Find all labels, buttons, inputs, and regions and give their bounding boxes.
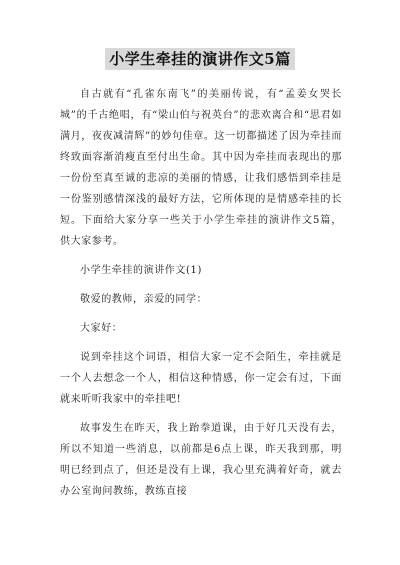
paragraph-greeting: 大家好： [80,323,123,334]
paragraph-intro: 自古就有“孔雀东南飞”的美丽传说，有“孟姜女哭长城”的千古绝唱，有“梁山伯与祝英台”的悲欢离合和“思君如满月，夜夜减清辉”的妙句佳章。这一切都描述了因为牵挂而终致面容渐消瘦直至付出生命。其中因为牵挂而表现出的那一份份至真至诚的悲凉的美丽的情感，让我们感悟到牵挂是一份鉴别感情深浅的最好方法，它所体现的是情感牵挂的长短。下面给大家分享一些关于小学生牵挂的演讲作文5篇，供大家参考。 [60,89,342,247]
document-title: 小学生牵挂的演讲作文5篇 [105,48,294,70]
paragraph-body-2: 故事发生在昨天，我上跆拳道课，由于好几天没有去，所以不知道一些消息，以前都是6点上课，昨天我到那，明明已经到点了，但还是没有上课，我心里充满着好奇，就去办公室询问教练，教练直接 [60,423,342,497]
paragraph-body-1: 说到牵挂这个词语，相信大家一定不会陌生，牵挂就是一个人去想念一个人，相信这种情感，你一定会有过，下面就来听听我家中的牵挂吧! [60,352,342,405]
paragraph-salutation: 敬爱的教师，亲爱的同学： [80,294,208,305]
document-body [60,84,342,510]
title-container [0,48,400,70]
paragraph-subtitle: 小学生牵挂的演讲作文(1) [80,265,202,276]
